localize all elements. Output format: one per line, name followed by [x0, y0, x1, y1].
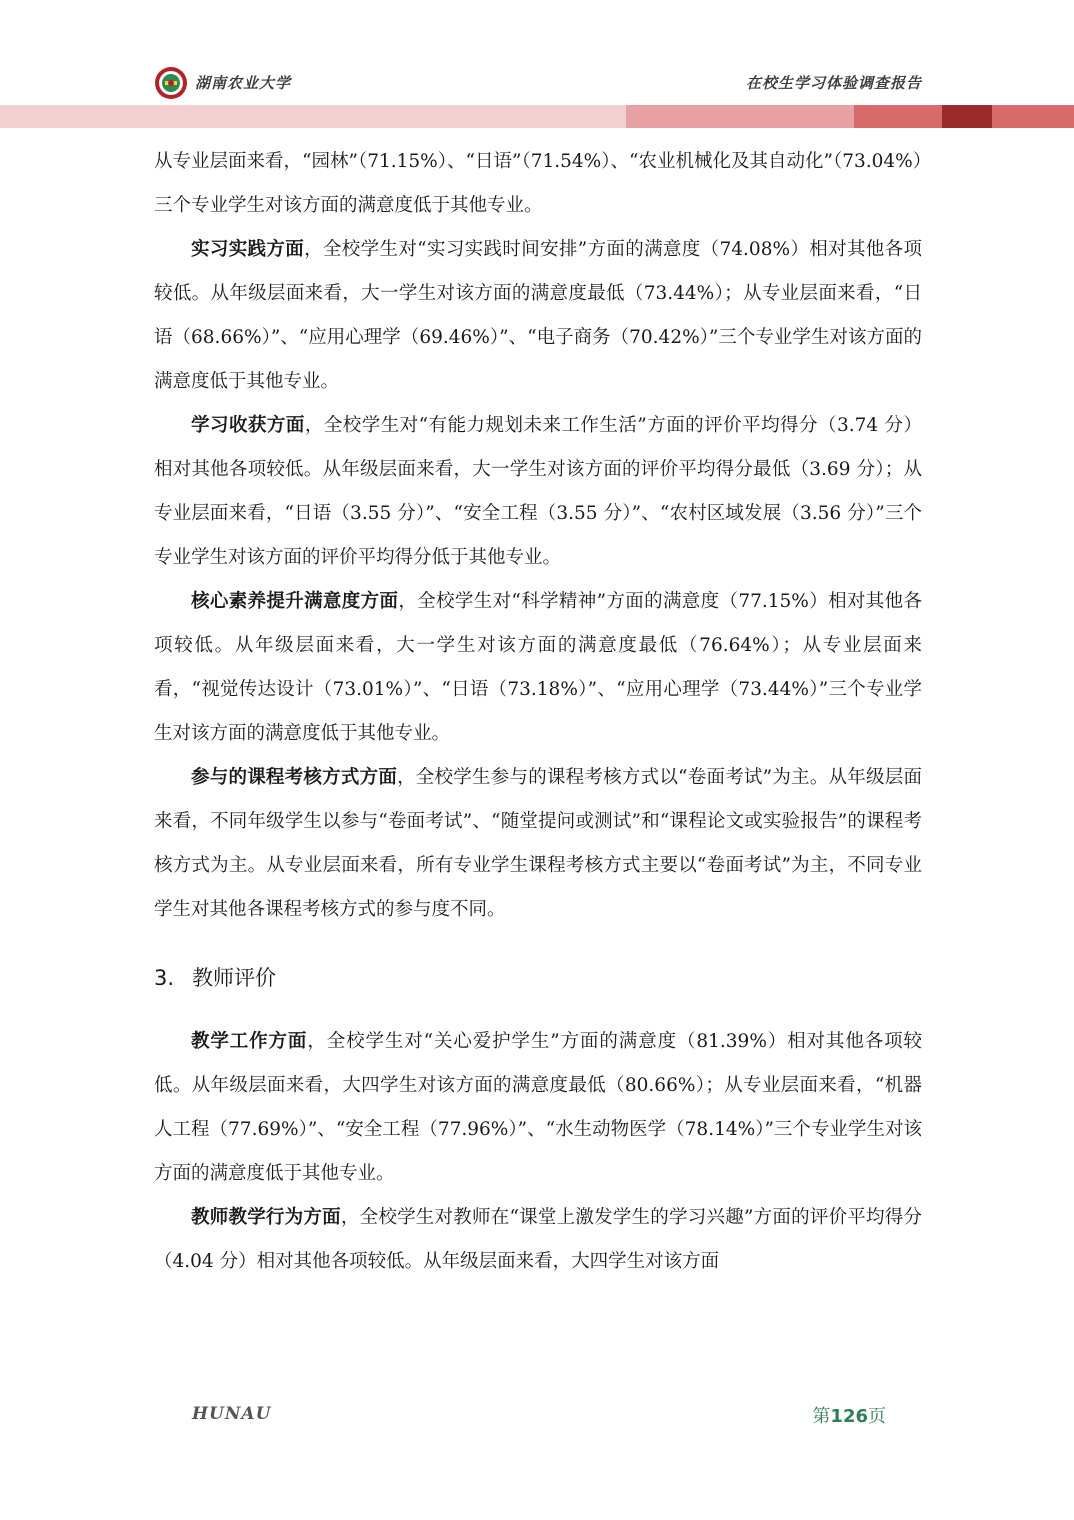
- header-bar-segment: [992, 105, 1074, 128]
- header-bar-segment: [0, 105, 626, 128]
- footer-brand: HUNAU: [192, 1404, 272, 1424]
- paragraph: 学习收获方面，全校学生对“有能力规划未来工作生活”方面的评价平均得分（3.74 分）相对其他各项较低。从年级层面来看，大一学生对该方面的评价平均得分最低（3.69 分）；从专业层面来看，“日语（3.55 分）”、“安全工程（3.55 分）”、“农村区域发展（3.56 分）”三个专业学生对该方面的评价平均得分低于其他专业。: [154, 415, 922, 568]
- header-bar-segment: [942, 105, 992, 128]
- section-heading: [154, 956, 922, 1000]
- page-body: [154, 140, 922, 1284]
- paragraph-lead: 实习实践方面: [191, 239, 305, 260]
- paragraph: 核心素养提升满意度方面，全校学生对“科学精神”方面的满意度（77.15%）相对其他各项较低。从年级层面来看，大一学生对该方面的满意度最低（76.64%）；从专业层面来看，“视觉传达设计（73.01%）”、“日语（73.18%）”、“应用心理学（73.44%）”三个专业学生对该方面的满意度低于其他专业。: [154, 591, 922, 744]
- page-header: [0, 0, 1074, 130]
- school-name: 湖南农业大学: [195, 74, 292, 92]
- report-title: 在校生学习体验调查报告: [745, 74, 922, 92]
- page-number: 第126页: [812, 1406, 886, 1427]
- paragraph-lead: 学习收获方面: [191, 415, 305, 436]
- paragraph: 从专业层面来看，“园林”（71.15%）、“日语”（71.54%）、“农业机械化及其自动化”（73.04%）三个专业学生对该方面的满意度低于其他专业。: [154, 151, 922, 216]
- header-bar-segment: [854, 105, 942, 128]
- paragraph: 实习实践方面，全校学生对“实习实践时间安排”方面的满意度（74.08%）相对其他各项较低。从年级层面来看，大一学生对该方面的满意度最低（73.44%）；从专业层面来看，“日语（68.66%）”、“应用心理学（69.46%）”、“电子商务（70.42%）”三个专业学生对该方面的满意度低于其他专业。: [154, 239, 922, 392]
- paragraph: 教师教学行为方面，全校学生对教师在“课堂上激发学生的学习兴趣”方面的评价平均得分（4.04 分）相对其他各项较低。从年级层面来看，大四学生对该方面: [154, 1207, 922, 1272]
- university-seal-icon: [154, 66, 188, 100]
- section-title: 教师评价: [192, 966, 277, 990]
- section-number: 3.: [154, 966, 175, 990]
- paragraph: 教学工作方面，全校学生对“关心爱护学生”方面的满意度（81.39%）相对其他各项较低。从年级层面来看，大四学生对该方面的满意度最低（80.66%）；从专业层面来看，“机器人工程（77.69%）”、“安全工程（77.96%）”、“水生动物医学（78.14%）”三个专业学生对该方面的满意度低于其他专业。: [154, 1031, 922, 1184]
- paragraph-lead: 参与的课程考核方式方面: [191, 767, 398, 788]
- paragraph-lead: 教师教学行为方面: [191, 1207, 341, 1228]
- paragraph-lead: 教学工作方面: [191, 1031, 308, 1052]
- header-bar-segment: [626, 105, 854, 128]
- paragraph-lead: 核心素养提升满意度方面: [191, 591, 399, 612]
- paragraph: 参与的课程考核方式方面，全校学生参与的课程考核方式以“卷面考试”为主。从年级层面来看，不同年级学生以参与“卷面考试”、“随堂提问或测试”和“课程论文或实验报告”的课程考核方式为主。从专业层面来看，所有专业学生课程考核方式主要以“卷面考试”为主，不同专业学生对其他各课程考核方式的参与度不同。: [154, 767, 922, 920]
